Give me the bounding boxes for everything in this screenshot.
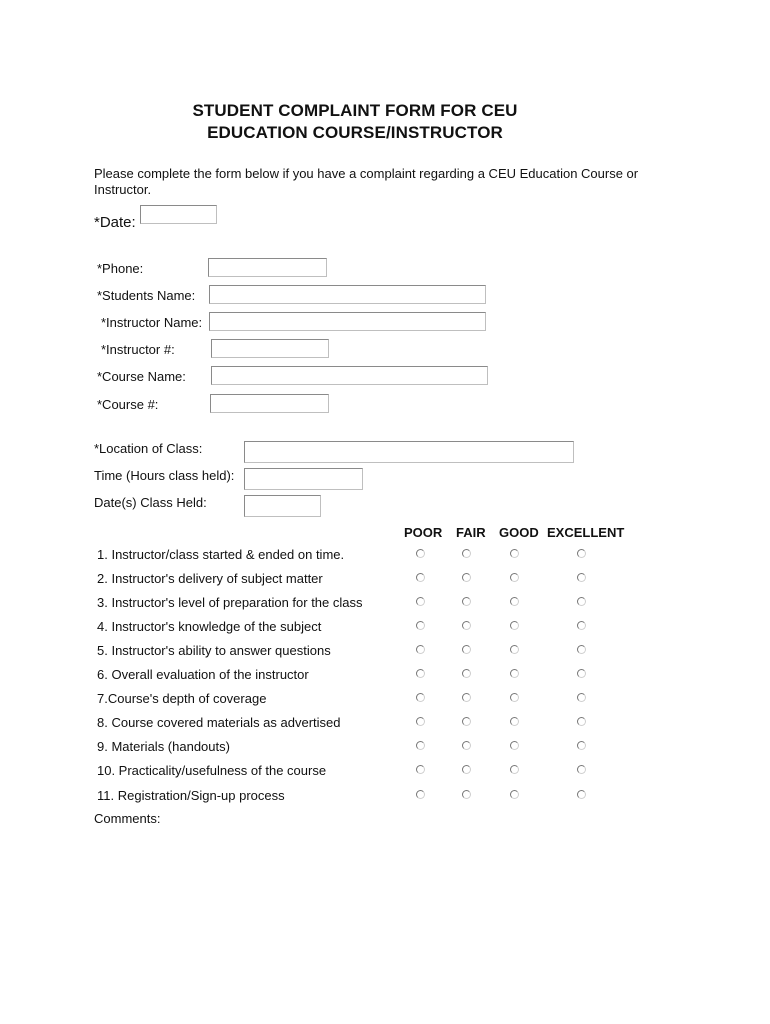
q11-good-radio[interactable] bbox=[510, 790, 519, 799]
q10-fair-radio[interactable] bbox=[462, 765, 471, 774]
q2-poor-radio[interactable] bbox=[416, 573, 425, 582]
date-label: *Date: bbox=[94, 214, 136, 231]
header-poor: POOR bbox=[404, 525, 443, 540]
course-number-field[interactable] bbox=[210, 394, 329, 413]
q7-poor-radio[interactable] bbox=[416, 693, 425, 702]
course-name-label: *Course Name: bbox=[97, 369, 186, 384]
phone-label: *Phone: bbox=[97, 261, 144, 276]
question-10: 10. Practicality/usefulness of the course bbox=[97, 763, 327, 778]
q3-fair-radio[interactable] bbox=[462, 597, 471, 606]
q1-good-radio[interactable] bbox=[510, 549, 519, 558]
q6-poor-radio[interactable] bbox=[416, 669, 425, 678]
question-11: 11. Registration/Sign-up process bbox=[97, 788, 285, 803]
q9-poor-radio[interactable] bbox=[416, 741, 425, 750]
q8-good-radio[interactable] bbox=[510, 717, 519, 726]
q4-excellent-radio[interactable] bbox=[577, 621, 586, 630]
dates-field[interactable] bbox=[244, 495, 321, 517]
instructor-number-field[interactable] bbox=[211, 339, 329, 358]
q6-good-radio[interactable] bbox=[510, 669, 519, 678]
title-line-1: STUDENT COMPLAINT FORM FOR CEU bbox=[192, 101, 518, 120]
q3-poor-radio[interactable] bbox=[416, 597, 425, 606]
q1-fair-radio[interactable] bbox=[462, 549, 471, 558]
q1-poor-radio[interactable] bbox=[416, 549, 425, 558]
question-4: 4. Instructor's knowledge of the subject bbox=[97, 619, 322, 634]
course-name-field[interactable] bbox=[211, 366, 488, 385]
q7-excellent-radio[interactable] bbox=[577, 693, 586, 702]
dates-label: Date(s) Class Held: bbox=[94, 495, 207, 510]
q1-excellent-radio[interactable] bbox=[577, 549, 586, 558]
question-2: 2. Instructor's delivery of subject matter bbox=[97, 571, 323, 586]
instructor-number-label: *Instructor #: bbox=[101, 342, 175, 357]
q4-poor-radio[interactable] bbox=[416, 621, 425, 630]
course-number-label: *Course #: bbox=[97, 397, 159, 412]
q11-excellent-radio[interactable] bbox=[577, 790, 586, 799]
q6-fair-radio[interactable] bbox=[462, 669, 471, 678]
q11-poor-radio[interactable] bbox=[416, 790, 425, 799]
q3-excellent-radio[interactable] bbox=[577, 597, 586, 606]
q10-poor-radio[interactable] bbox=[416, 765, 425, 774]
student-name-label: *Students Name: bbox=[97, 288, 196, 303]
phone-field[interactable] bbox=[208, 258, 327, 277]
q4-good-radio[interactable] bbox=[510, 621, 519, 630]
location-field[interactable] bbox=[244, 441, 574, 463]
instructor-name-field[interactable] bbox=[209, 312, 486, 331]
question-7: 7.Course's depth of coverage bbox=[97, 691, 267, 706]
question-3: 3. Instructor's level of preparation for the class bbox=[97, 595, 363, 610]
question-5: 5. Instructor's ability to answer questions bbox=[97, 643, 331, 658]
question-9: 9. Materials (handouts) bbox=[97, 739, 230, 754]
question-6: 6. Overall evaluation of the instructor bbox=[97, 667, 309, 682]
q6-excellent-radio[interactable] bbox=[577, 669, 586, 678]
q5-good-radio[interactable] bbox=[510, 645, 519, 654]
q2-good-radio[interactable] bbox=[510, 573, 519, 582]
q4-fair-radio[interactable] bbox=[462, 621, 471, 630]
q3-good-radio[interactable] bbox=[510, 597, 519, 606]
q5-poor-radio[interactable] bbox=[416, 645, 425, 654]
q5-fair-radio[interactable] bbox=[462, 645, 471, 654]
form-title bbox=[0, 100, 710, 144]
q9-excellent-radio[interactable] bbox=[577, 741, 586, 750]
q11-fair-radio[interactable] bbox=[462, 790, 471, 799]
student-name-field[interactable] bbox=[209, 285, 486, 304]
title-line-2: EDUCATION COURSE/INSTRUCTOR bbox=[207, 123, 503, 142]
location-label: *Location of Class: bbox=[94, 441, 203, 456]
date-field[interactable] bbox=[140, 205, 217, 224]
q7-fair-radio[interactable] bbox=[462, 693, 471, 702]
q10-excellent-radio[interactable] bbox=[577, 765, 586, 774]
intro-text: Please complete the form below if you have a complaint regarding a CEU Education Course or Instructor. bbox=[94, 166, 639, 197]
q2-fair-radio[interactable] bbox=[462, 573, 471, 582]
comments-label: Comments: bbox=[94, 811, 161, 826]
instructor-name-label: *Instructor Name: bbox=[101, 315, 203, 330]
header-excellent: EXCELLENT bbox=[547, 525, 625, 540]
q9-good-radio[interactable] bbox=[510, 741, 519, 750]
q5-excellent-radio[interactable] bbox=[577, 645, 586, 654]
header-good: GOOD bbox=[499, 525, 539, 540]
time-field[interactable] bbox=[244, 468, 363, 490]
q2-excellent-radio[interactable] bbox=[577, 573, 586, 582]
header-fair: FAIR bbox=[456, 525, 486, 540]
q10-good-radio[interactable] bbox=[510, 765, 519, 774]
time-label: Time (Hours class held): bbox=[94, 468, 235, 483]
q8-excellent-radio[interactable] bbox=[577, 717, 586, 726]
question-8: 8. Course covered materials as advertised bbox=[97, 715, 341, 730]
q9-fair-radio[interactable] bbox=[462, 741, 471, 750]
q7-good-radio[interactable] bbox=[510, 693, 519, 702]
q8-fair-radio[interactable] bbox=[462, 717, 471, 726]
q8-poor-radio[interactable] bbox=[416, 717, 425, 726]
question-1: 1. Instructor/class started & ended on time. bbox=[97, 547, 345, 562]
